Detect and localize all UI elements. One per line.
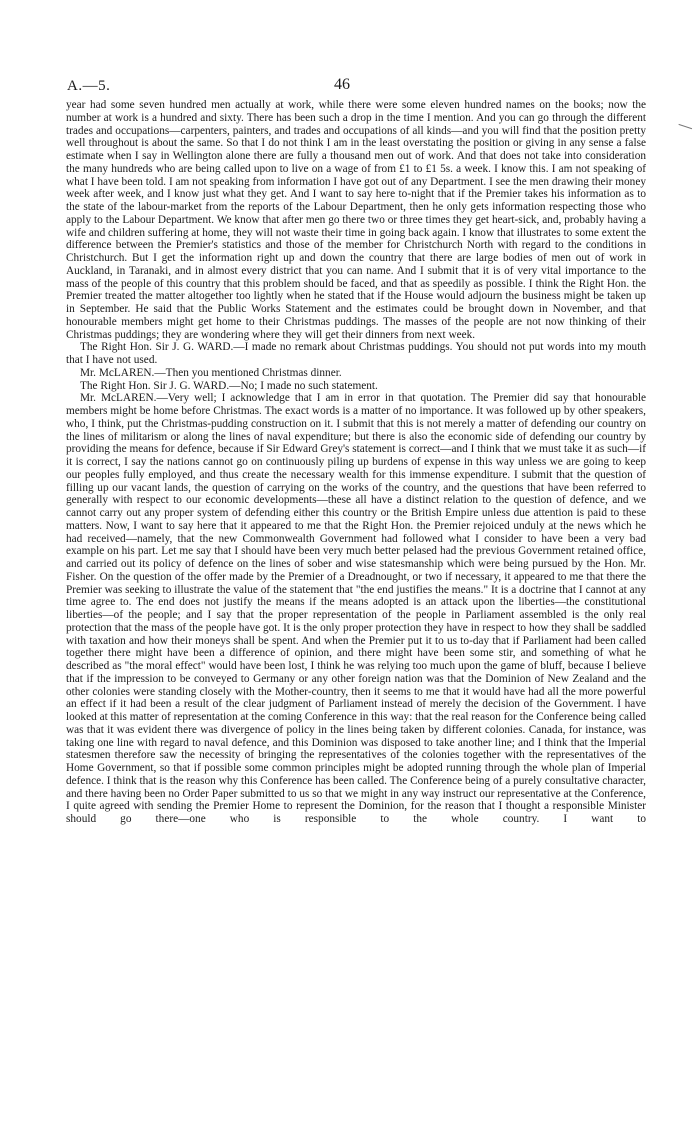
- paragraph-ward-denial: The Right Hon. Sir J. G. WARD.—No; I made no such statement.: [80, 379, 378, 392]
- paragraph-mclaren-reply: Mr. McLAREN.—Then you mentioned Christmas dinner.: [80, 366, 342, 379]
- page-reference: A.—5.: [67, 78, 111, 94]
- paragraph-mclaren-speech: Mr. McLAREN.—Very well; I acknowledge that I am in error in that quotation. The Premier did say that honourable members might be home before Christmas. The exact words is a matter of no importance. It was followed up by other speakers, who, I think, put the Christmas-pudding construction on it. I submit that this is not merely a matter of defending our country on the lines of militarism or along the lines of naval expenditure; but there is also the economic side of defending our country by providing the means for defence, because if Sir Edward Grey's statement is correct—and I think that we must take it as such—if it is correct, I say the nations cannot go on continuously piling up burdens of expense in this way unless we are going to keep our peoples fully employed, and thus create the necessary wealth for this immense expenditure. I submit that the question of filling up our vacant lands, the question of carrying on the works of the country, and the questions that have been referred to generally with respect to our economic developments—these all have a distinct relation to the question of defence, and we cannot carry out any proper system of defending either this country or the British Empire unless due attention is paid to these matters. Now, I want to say here that it appeared to me that the Right Hon. the Premier rejoiced unduly at the news which he had received—namely, that the new Commonwealth Government had followed what I consider to have been a very bad example on his part. Let me say that I should have been very much better pelased had the previous Government retained office, and carried out its policy of defence on the lines of sober and wise statesmanship which were being pursued by the Hon. Mr. Fisher. On the question of the offer made by the Premier of a Dreadnought, or two if necessary, it appeared to me that there the Premier was seeking to illustrate the value of the statement that "the end justifies the means." It is a doctrine that I cannot at any time agree to. The end does not justify the means if the means adopted is an attack upon the liberties—the constitutional liberties—of the people; and I say that the proper representation of the people in Parliament assembled is the only real protection that the mass of the people have got. It is the only proper protection they have in respect to how they shall be saddled with taxation and how their moneys shall be spent. And when the Premier put it to us to-day that if Parliament had been called together there might have been a difference of opinion, and there might have been some stir, and something of what he described as "the moral effect" would have been lost, I think he was relying too much upon the game of bluff, because I believe that if the impression to be conveyed to Germany or any other foreign nation was that the Dominion of New Zealand and the other colonies were standing closely with the Mother-country, then it seems to me that it would have had all the more powerful an effect if it had been a result of the clear judgment of Parliament instead of merely the decision of the Government. I have looked at this matter of representation at the coming Conference in this way: that the real reason for the Conference being called was that it was evident there was divergence of policy in the lines being taken by different colonies. Canada, for instance, was taking one line with regard to naval defence, and this Dominion was disposed to take another line; and I think that the Imperial statesmen therefore saw the necessity of bringing the representatives of the colonies together with the representatives of the Home Government, so that if possible some common principles might be adopted running through the whole plan of Imperial defence. I think that is the reason why this Conference has been called. The Conference being of a purely consultative character, and there having been no Order Paper submitted to us so that we might in any way instruct our representative at the Conference, I quite agreed with sending the Premier Home to represent the Dominion, for the reason that I thought a responsible Minister should go there—one who is responsible to the whole country. I want to: [66, 392, 647, 825]
- paragraph-speech-continuation: year had some seven hundred men actually at work, while there were some eleven hundred names on the books; now the number at work is a hundred and sixty. There has been such a drop in the time I mention. And you can go through the different trades and occupations—carpenters, painters, and trades and occupations of all kinds—and you will find that the position pretty well throughout is about the same. So that I do not think I am in the least overstating the position or giving in any sense a false estimate when I say in Wellington alone there are fully a thousand men out of work. And that does not take into consideration the many hundreds who are being called upon to live on a wage of from £1 to £1 5s. a week. I know this. I am not speaking of what I have been told. I am not speaking from information I have got out of any Department. I see the men drawing their money week after week, and I know just what they get. And I want to say here to-night that if the Premier takes his information as to the state of the labour-market from the reports of the Labour Department, then he only gets information respecting those who apply to the Labour Department. We know that after men go there two or three times they get heart-sick, and, probably having a wife and children suffering at home, they will not waste their time in going back again. I know that illustrates to some extent the difference between the Premier's statistics and those of the member for Christchurch North with regard to the conditions in Christchurch. But I get the information right up and down the country that there are large bodies of men out of work in Auckland, in Taranaki, and in almost every district that you can name. And I submit that it is of very vital importance to the mass of the people of this country that this problem should be faced, and that as speedily as possible. I think the Right Hon. the Premier treated the matter altogether too lightly when he stated that if the House would adjourn the business might be taken up in September. He said that the Public Works Statement and the estimates could be brought down in November, and that honourable members might get home to their Christmas puddings. The masses of the people are not now thinking of their Christmas puddings; they are wondering where they will get their dinners from next week.: [66, 99, 646, 341]
- page-number: 46: [334, 76, 350, 93]
- document-body: [66, 99, 646, 826]
- paragraph-ward-interjection: The Right Hon. Sir J. G. WARD.—I made no remark about Christmas puddings. You should not put words into my mouth that I have not used.: [66, 341, 646, 366]
- margin-mark: [678, 124, 692, 131]
